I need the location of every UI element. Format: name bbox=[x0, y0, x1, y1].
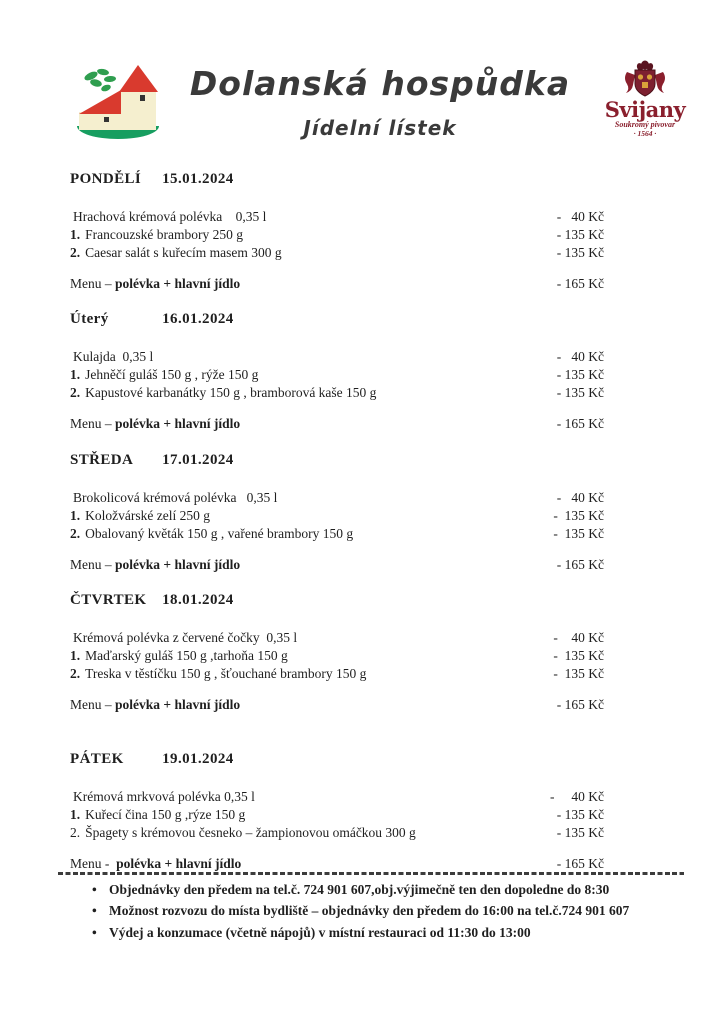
day-header bbox=[70, 451, 604, 469]
note-text: Výdej a konzumace (včetně nápojů) v místní restauraci od 11:30 do 13:00 bbox=[109, 924, 531, 940]
dish-row bbox=[70, 384, 604, 402]
dish-name: Kapustové karbanátky 150 g , bramborová kaše 150 g bbox=[85, 385, 377, 400]
menu-combo-desc: polévka + hlavní jídlo bbox=[116, 856, 242, 871]
brewery-name: Svijany bbox=[604, 97, 686, 122]
soup-name: Krémová mrkvová polévka 0,35 l bbox=[73, 789, 255, 804]
dish-price: - 135 Kč bbox=[553, 526, 604, 541]
note-delivery bbox=[92, 900, 708, 921]
menu-combo-price: - 165 Kč bbox=[556, 557, 604, 572]
day-date: 16.01.2024 bbox=[162, 311, 234, 327]
soup-name: Krémová polévka z červené čočky 0,35 l bbox=[73, 630, 298, 645]
day-section-monday bbox=[70, 170, 604, 293]
menu-combo-price: - 165 Kč bbox=[556, 276, 604, 291]
soup-price: - 40 Kč bbox=[556, 490, 604, 505]
soup-price: - 40 Kč bbox=[550, 789, 604, 804]
footer-notes bbox=[92, 879, 708, 943]
dish-row bbox=[70, 824, 604, 842]
dish-row bbox=[70, 806, 604, 824]
menu-combo-desc: polévka + hlavní jídlo bbox=[115, 276, 241, 291]
dish-price: - 135 Kč bbox=[556, 227, 604, 242]
menu-title: Jídelní lístek bbox=[303, 116, 457, 140]
menu-combo-label: Menu – bbox=[70, 697, 115, 712]
day-header bbox=[70, 170, 604, 188]
day-section-wednesday bbox=[70, 451, 604, 574]
day-header bbox=[70, 750, 604, 768]
soup-name: Brokolicová krémová polévka 0,35 l bbox=[73, 490, 278, 505]
dish-name: Jehněčí guláš 150 g , rýže 150 g bbox=[85, 367, 259, 382]
soup-row bbox=[70, 489, 604, 507]
note-ordering bbox=[92, 879, 708, 900]
note-serving-hours bbox=[92, 922, 708, 943]
dish-row bbox=[70, 507, 604, 525]
menu-combo-desc: polévka + hlavní jídlo bbox=[115, 697, 241, 712]
dish-number: 2. bbox=[70, 825, 81, 840]
dish-number: 1. bbox=[70, 508, 81, 523]
dish-number: 2. bbox=[70, 385, 81, 400]
dish-number: 2. bbox=[70, 666, 81, 681]
menu-combo-price: - 165 Kč bbox=[556, 697, 604, 712]
soup-price: - 40 Kč bbox=[553, 630, 604, 645]
menu-combo-label: Menu – bbox=[70, 416, 115, 431]
dish-row bbox=[70, 244, 604, 262]
day-name: STŘEDA bbox=[70, 452, 134, 468]
dish-number: 2. bbox=[70, 526, 81, 541]
menu-combo-desc: polévka + hlavní jídlo bbox=[115, 557, 241, 572]
soup-row bbox=[70, 788, 604, 806]
dish-name: Obalovaný květák 150 g , vařené brambory 150 g bbox=[85, 526, 354, 541]
dish-price: - 135 Kč bbox=[556, 245, 604, 260]
note-text: Objednávky den předem na tel.č. 724 901 607,obj.výjimečně ten den dopoledne do 8:30 bbox=[109, 882, 610, 897]
dish-name: Kuřecí čina 150 g ,rýze 150 g bbox=[85, 807, 246, 822]
dish-price: - 135 Kč bbox=[556, 385, 604, 400]
dish-price: - 135 Kč bbox=[556, 825, 604, 840]
day-name: PONDĚLÍ bbox=[70, 171, 142, 187]
menu-combo-label: Menu - bbox=[70, 856, 117, 871]
dish-number: 1. bbox=[70, 648, 81, 663]
menu-combo-row bbox=[70, 556, 604, 574]
day-section-friday bbox=[70, 750, 604, 873]
menu-combo-desc: polévka + hlavní jídlo bbox=[115, 416, 241, 431]
day-name: PÁTEK bbox=[70, 751, 124, 767]
dish-price: - 135 Kč bbox=[553, 508, 604, 523]
bullet-icon: • bbox=[92, 924, 97, 940]
dish-name: Koložvárské zelí 250 g bbox=[85, 508, 210, 523]
dish-name: Špagety s krémovou česneko – žampionovou omáčkou 300 g bbox=[85, 825, 416, 840]
restaurant-name: Dolanská hospůdka bbox=[189, 64, 571, 103]
day-name: ČTVRTEK bbox=[70, 592, 147, 608]
bullet-icon: • bbox=[92, 903, 97, 919]
menu-combo-label: Menu – bbox=[70, 557, 115, 572]
menu-combo-row bbox=[70, 275, 604, 293]
dish-row bbox=[70, 226, 604, 244]
dish-price: - 135 Kč bbox=[556, 807, 604, 822]
day-date: 19.01.2024 bbox=[162, 751, 234, 767]
dish-number: 1. bbox=[70, 807, 81, 822]
day-header bbox=[70, 310, 604, 328]
dish-number: 1. bbox=[70, 367, 81, 382]
dish-row bbox=[70, 665, 604, 683]
soup-row bbox=[70, 348, 604, 366]
dish-price: - 135 Kč bbox=[553, 648, 604, 663]
menu-combo-row bbox=[70, 415, 604, 433]
bullet-icon: • bbox=[92, 882, 97, 897]
dish-row bbox=[70, 647, 604, 665]
day-section-tuesday bbox=[70, 310, 604, 433]
day-date: 18.01.2024 bbox=[162, 592, 234, 608]
menu-combo-price: - 165 Kč bbox=[556, 856, 604, 871]
brewery-logo bbox=[581, 60, 709, 138]
soup-row bbox=[70, 629, 604, 647]
day-name: Úterý bbox=[70, 311, 109, 327]
brewery-crest-icon bbox=[617, 60, 673, 100]
dashed-divider bbox=[58, 872, 684, 875]
brewery-year: · 1564 · bbox=[633, 129, 657, 138]
soup-price: - 40 Kč bbox=[556, 349, 604, 364]
dish-row bbox=[70, 525, 604, 543]
menu-combo-row bbox=[70, 855, 604, 873]
day-header bbox=[70, 591, 604, 609]
dish-name: Maďarský guláš 150 g ,tarhoňa 150 g bbox=[85, 648, 288, 663]
day-section-thursday bbox=[70, 591, 604, 714]
soup-row bbox=[70, 208, 604, 226]
church-logo-icon bbox=[76, 62, 168, 144]
soup-name: Kulajda 0,35 l bbox=[73, 349, 154, 364]
day-date: 17.01.2024 bbox=[162, 452, 234, 468]
dish-price: - 135 Kč bbox=[553, 666, 604, 681]
dish-name: Francouzské brambory 250 g bbox=[85, 227, 243, 242]
dish-name: Caesar salát s kuřecím masem 300 g bbox=[85, 245, 282, 260]
menu-combo-label: Menu – bbox=[70, 276, 115, 291]
dish-price: - 135 Kč bbox=[556, 367, 604, 382]
note-text: Možnost rozvozu do místa bydliště – objednávky den předem do 16:00 na tel.č.724 901 607 bbox=[109, 903, 630, 919]
dish-number: 1. bbox=[70, 227, 81, 242]
dish-number: 2. bbox=[70, 245, 81, 260]
day-date: 15.01.2024 bbox=[162, 171, 234, 187]
menu-combo-row bbox=[70, 696, 604, 714]
soup-name: Hrachová krémová polévka 0,35 l bbox=[73, 209, 267, 224]
soup-price: - 40 Kč bbox=[556, 209, 604, 224]
menu-combo-price: - 165 Kč bbox=[556, 416, 604, 431]
dish-name: Treska v těstíčku 150 g , šťouchané brambory 150 g bbox=[85, 666, 367, 681]
dish-row bbox=[70, 366, 604, 384]
brewery-tagline: Soukromý pivovar bbox=[614, 120, 676, 129]
